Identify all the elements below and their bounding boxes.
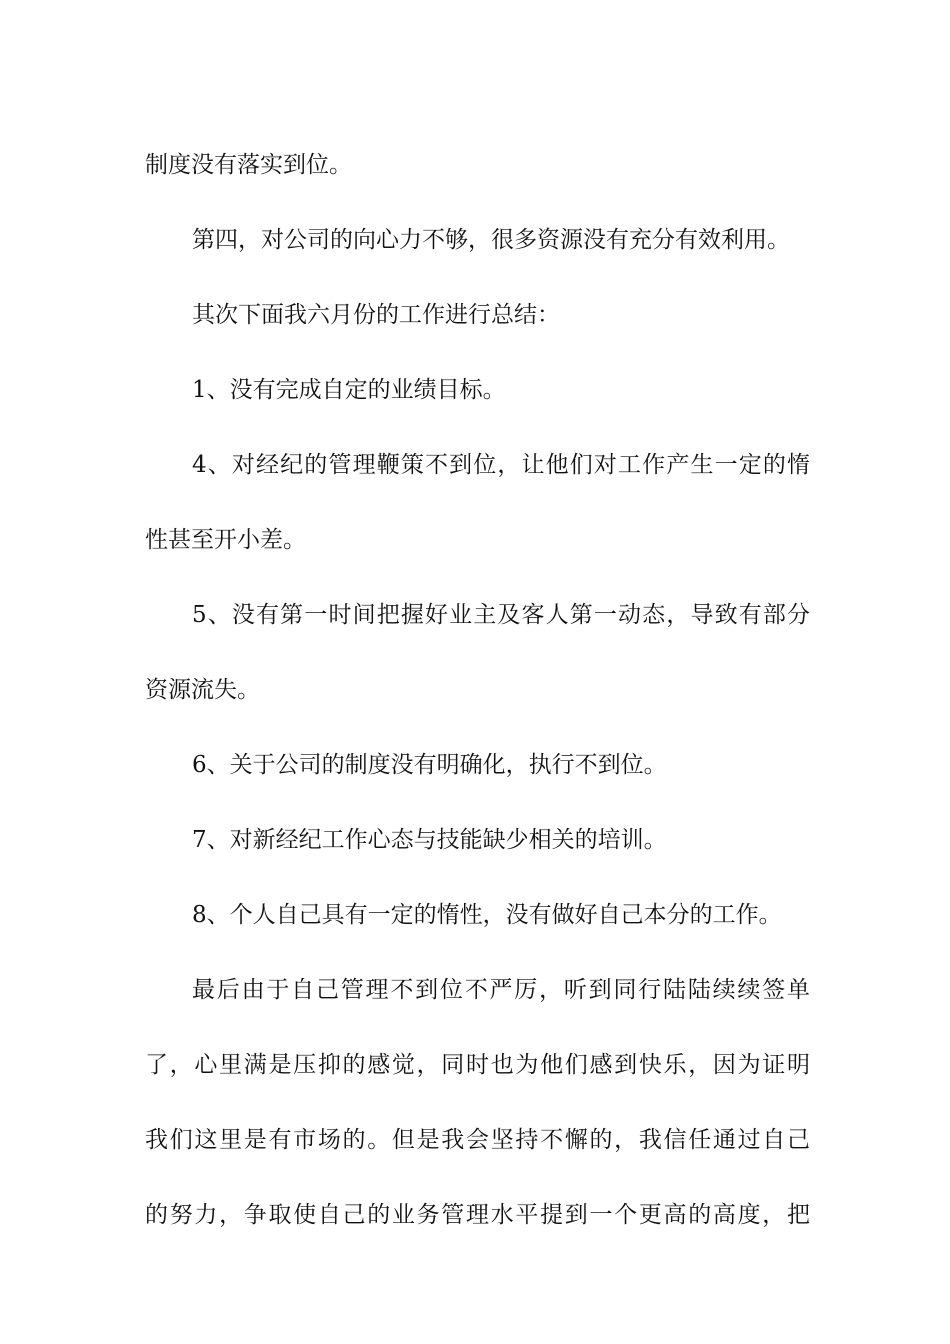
text-line: 我们这里是有市场的。但是我会坚持不懈的，我信任通过自己 bbox=[145, 1127, 810, 1153]
text-line: 的努力，争取使自己的业务管理水平提到一个更高的高度，把 bbox=[145, 1202, 810, 1228]
text-line: 性甚至开小差。 bbox=[145, 527, 306, 553]
text-line: 5、没有第一时间把握好业主及客人第一动态，导致有部分 bbox=[192, 602, 810, 628]
text-line: 第四，对公司的向心力不够，很多资源没有充分有效利用。 bbox=[192, 227, 790, 253]
text-line: 8、个人自己具有一定的惰性，没有做好自己本分的工作。 bbox=[192, 902, 782, 928]
text-line: 最后由于自己管理不到位不严厉，听到同行陆陆续续签单 bbox=[192, 977, 810, 1003]
document-body bbox=[145, 128, 810, 1253]
text-line: 4、对经纪的管理鞭策不到位，让他们对工作产生一定的惰 bbox=[192, 452, 810, 478]
text-line: 其次下面我六月份的工作进行总结： bbox=[192, 302, 560, 328]
text-line: 制度没有落实到位。 bbox=[145, 152, 352, 178]
text-line: 1、没有完成自定的业绩目标。 bbox=[192, 377, 506, 403]
text-line: 资源流失。 bbox=[145, 677, 260, 703]
text-line: 6、关于公司的制度没有明确化，执行不到位。 bbox=[192, 752, 667, 778]
text-line: 7、对新经纪工作心态与技能缺少相关的培训。 bbox=[192, 827, 667, 853]
text-line: 了，心里满是压抑的感觉，同时也为他们感到快乐，因为证明 bbox=[145, 1052, 810, 1078]
